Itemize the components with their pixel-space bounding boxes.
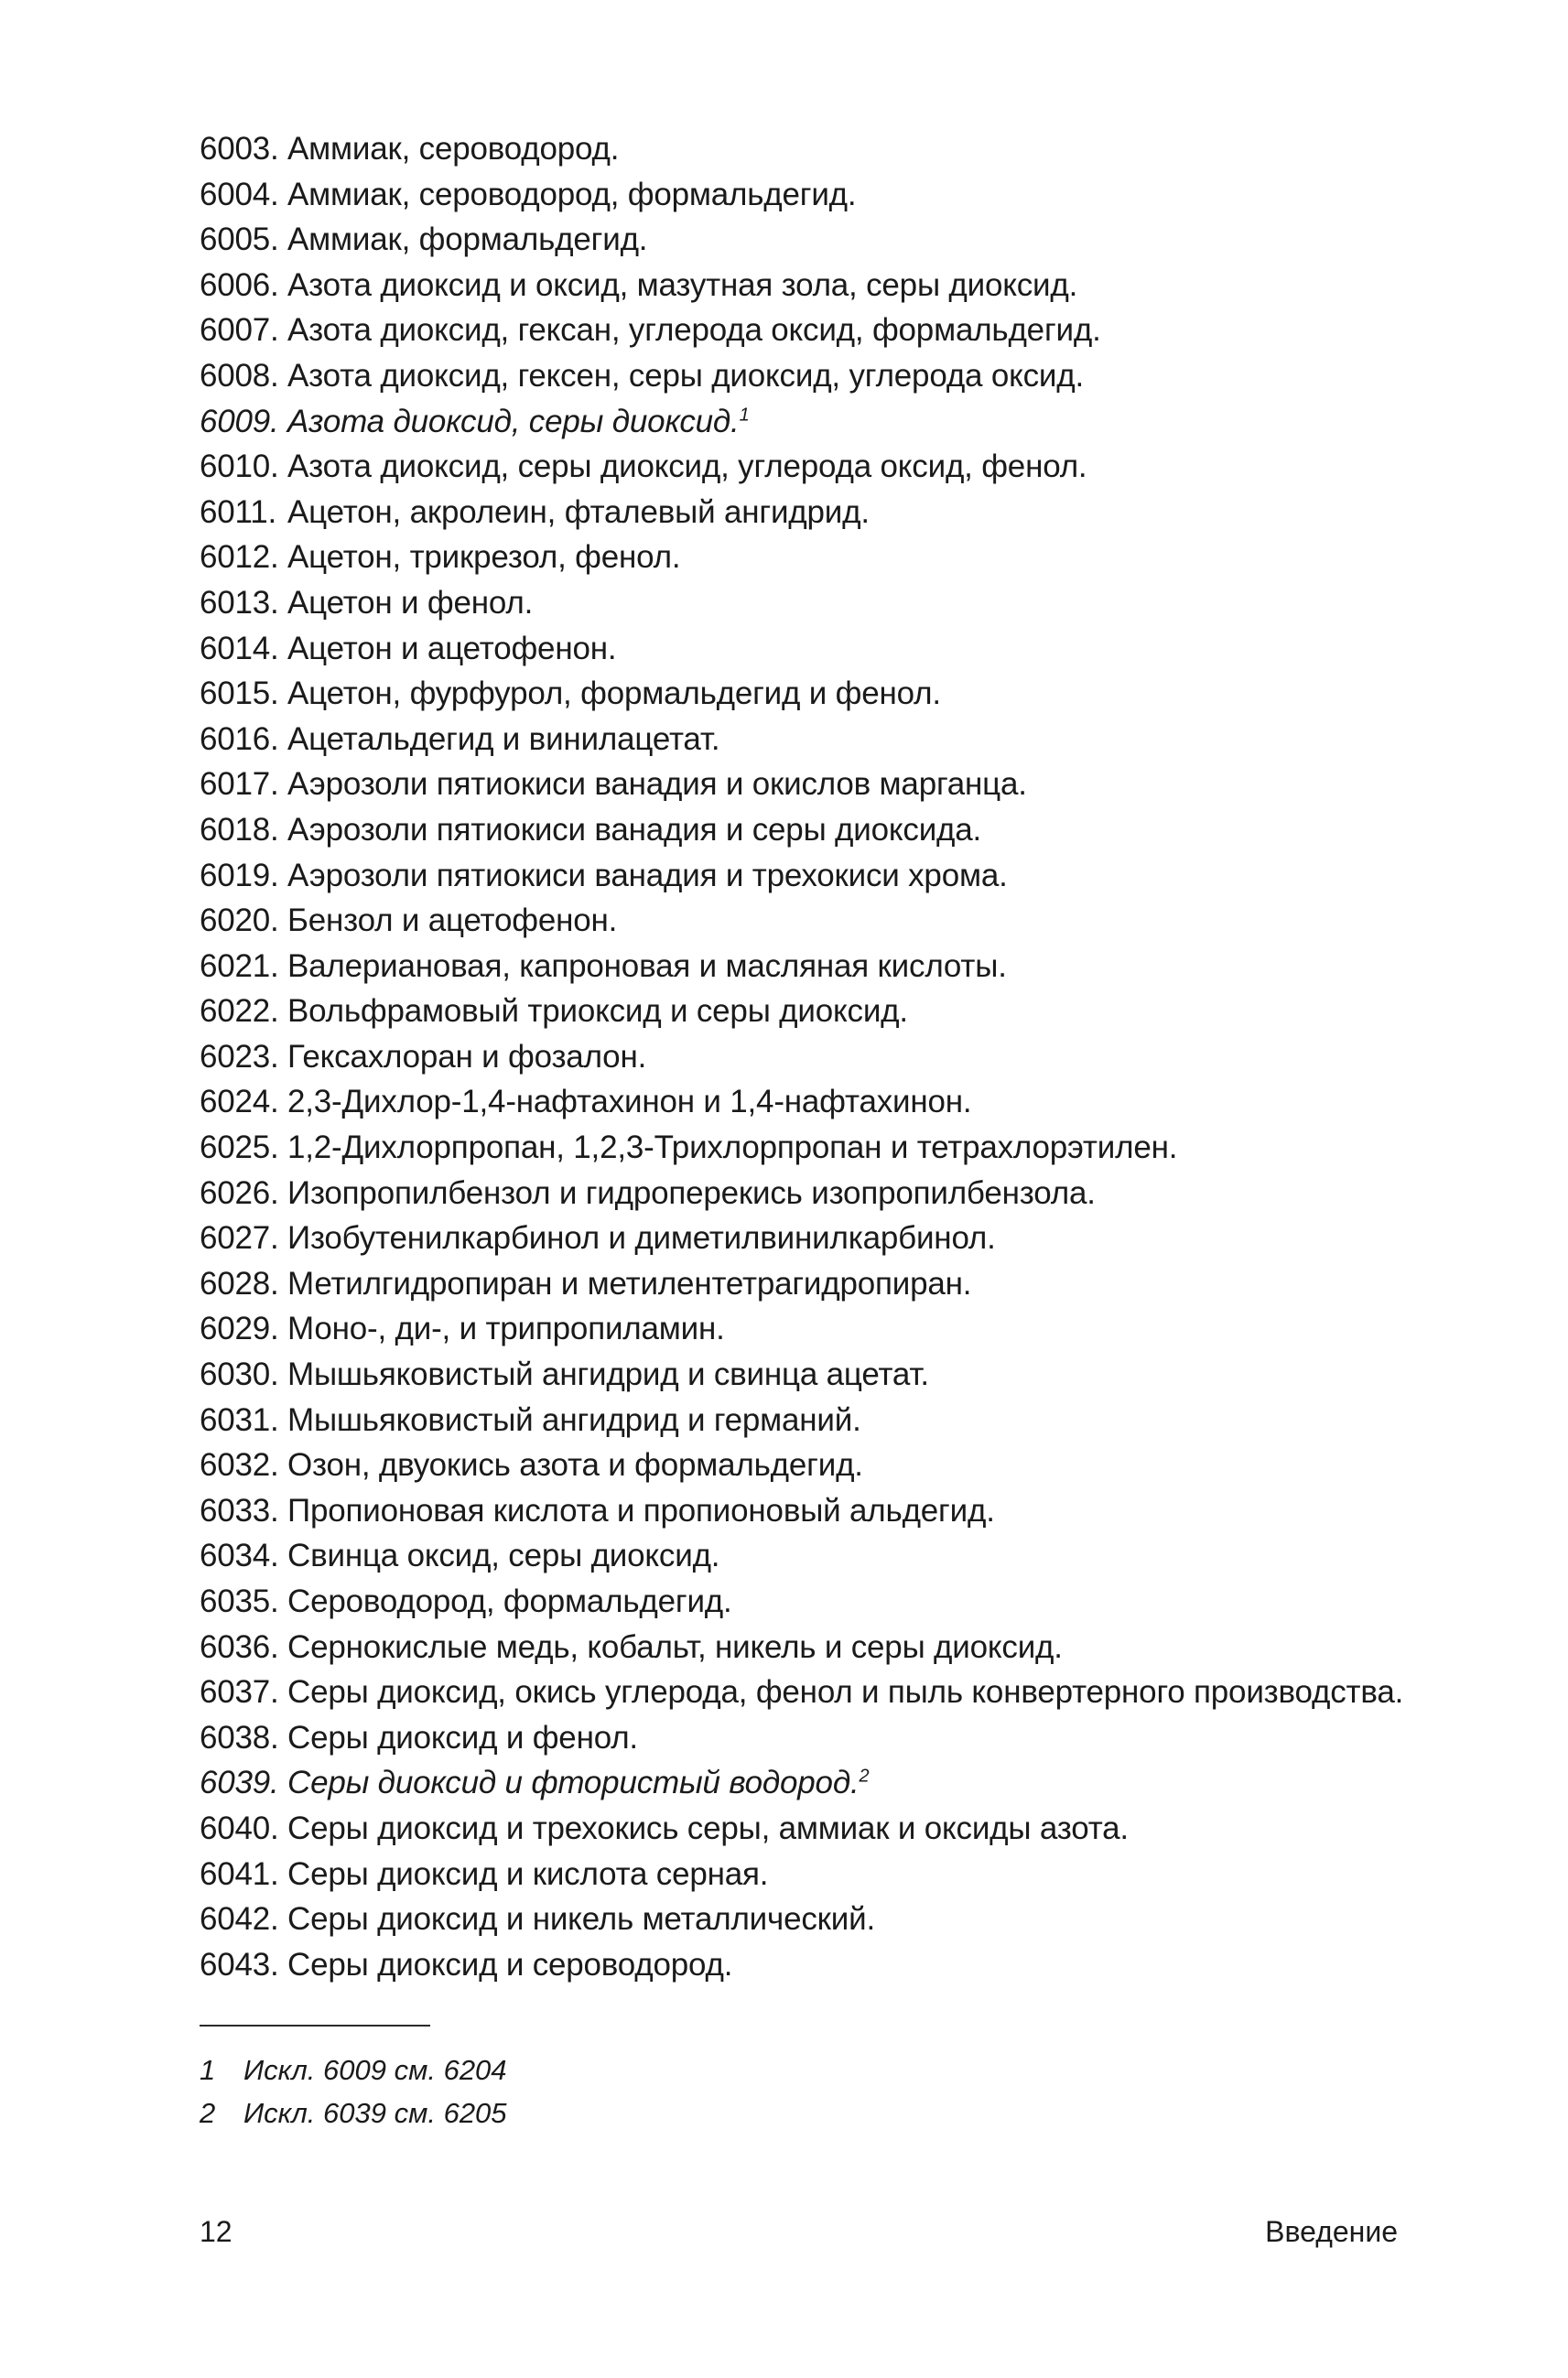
list-item xyxy=(200,853,1518,899)
entry-text: Изопропилбензол и гидроперекись изопропилбензола. xyxy=(287,1174,1096,1211)
entry-text: Серы диоксид и трехокись серы, аммиак и оксиды азота. xyxy=(287,1810,1129,1846)
footnote-reference: 2 xyxy=(859,1766,870,1787)
entry-code: 6013. xyxy=(200,584,279,621)
entry-code: 6043. xyxy=(200,1946,279,1983)
substance-combination-list xyxy=(200,126,1518,1987)
entry-code: 6036. xyxy=(200,1628,279,1665)
entry-code: 6021. xyxy=(200,947,279,984)
entry-text: Ацетон и ацетофенон. xyxy=(287,630,617,666)
entry-code: 6024. xyxy=(200,1084,279,1120)
list-item xyxy=(200,944,1518,989)
list-item xyxy=(200,308,1518,353)
entry-code: 6035. xyxy=(200,1584,279,1619)
entry-text: 1,2-Дихлорпропан, 1,2,3-Трихлорпропан и тетрахлорэтилен. xyxy=(287,1130,1178,1166)
footnote-number: 1 xyxy=(200,2054,216,2086)
entry-text: Серы диоксид и сероводород. xyxy=(287,1946,733,1983)
entry-text: Аммиак, сероводород, формальдегид. xyxy=(287,176,857,212)
list-item xyxy=(200,263,1518,308)
entry-text: Аммиак, формальдегид. xyxy=(287,222,648,258)
list-item xyxy=(200,671,1518,717)
entry-text: Азота диоксид, гексан, углерода оксид, формальдегид. xyxy=(287,312,1101,349)
entry-code: 6010. xyxy=(200,449,279,485)
entry-text: Озон, двуокись азота и формальдегид. xyxy=(287,1447,863,1484)
list-item xyxy=(200,1533,1518,1579)
entry-text: Серы диоксид и фенол. xyxy=(287,1719,638,1756)
entry-code: 6009. xyxy=(200,403,279,439)
entry-text: Ацетальдегид и винилацетат. xyxy=(287,720,720,757)
footnote-number: 2 xyxy=(200,2097,216,2129)
entry-code: 6017. xyxy=(200,766,279,803)
footnote-separator xyxy=(200,2025,430,2027)
list-item xyxy=(200,626,1518,672)
entry-text: Аэрозоли пятиокиси ванадия и окислов марганца. xyxy=(287,766,1027,803)
entry-code: 6027. xyxy=(200,1220,279,1257)
entry-code: 6037. xyxy=(200,1674,279,1711)
entry-code: 6031. xyxy=(200,1401,279,1438)
entry-code: 6034. xyxy=(200,1538,279,1574)
entry-code: 6022. xyxy=(200,993,279,1030)
footnote xyxy=(200,2092,507,2135)
entry-text: Метилгидропиран и метилентетрагидропиран. xyxy=(287,1265,972,1302)
entry-code: 6023. xyxy=(200,1038,279,1075)
footnote-text: Искл. 6039 см. 6205 xyxy=(243,2097,507,2129)
entry-text: Изобутенилкарбинол и диметилвинилкарбинол. xyxy=(287,1220,996,1257)
entry-code: 6007. xyxy=(200,312,279,349)
list-item xyxy=(200,1171,1518,1216)
page-number: 12 xyxy=(200,2215,232,2248)
footnote-reference: 1 xyxy=(739,404,750,425)
entry-code: 6004. xyxy=(200,176,279,212)
list-item xyxy=(200,172,1518,218)
footnotes-list xyxy=(200,2048,507,2135)
entry-code: 6014. xyxy=(200,630,279,666)
entry-text: Ацетон, трикрезол, фенол. xyxy=(287,539,681,576)
list-item xyxy=(200,353,1518,399)
entry-code: 6012. xyxy=(200,539,279,576)
list-item xyxy=(200,762,1518,807)
list-item xyxy=(200,1352,1518,1398)
entry-text: Сероводород, формальдегид. xyxy=(287,1584,732,1619)
entry-code: 6015. xyxy=(200,676,279,712)
entry-code: 6030. xyxy=(200,1357,279,1393)
entry-code: 6026. xyxy=(200,1174,279,1211)
footnote-text: Искл. 6009 см. 6204 xyxy=(243,2054,507,2086)
list-item xyxy=(200,1079,1518,1125)
list-item xyxy=(200,1760,1518,1806)
entry-code: 6018. xyxy=(200,811,279,848)
entry-text: Азота диоксид, серы диоксид, углерода оксид, фенол. xyxy=(287,449,1087,485)
entry-text: Мышьяковистый ангидрид и свинца ацетат. xyxy=(287,1357,929,1393)
entry-text: Сернокислые медь, кобальт, никель и серы диоксид. xyxy=(287,1628,1063,1665)
entry-code: 6016. xyxy=(200,720,279,757)
entry-text: Мышьяковистый ангидрид и германий. xyxy=(287,1401,861,1438)
list-item xyxy=(200,444,1518,490)
list-item xyxy=(200,1034,1518,1080)
entry-code: 6042. xyxy=(200,1901,279,1938)
entry-code: 6020. xyxy=(200,903,279,939)
list-item xyxy=(200,1306,1518,1352)
list-item xyxy=(200,1488,1518,1534)
list-item xyxy=(200,1715,1518,1761)
entry-code: 6005. xyxy=(200,222,279,258)
entry-text: Вольфрамовый триоксид и серы диоксид. xyxy=(287,993,908,1030)
entry-text: Ацетон и фенол. xyxy=(287,584,534,621)
entry-code: 6033. xyxy=(200,1492,279,1529)
entry-text: Азота диоксид, серы диоксид. xyxy=(287,403,740,439)
entry-text: Моно-, ди-, и трипропиламин. xyxy=(287,1311,725,1347)
list-item xyxy=(200,1443,1518,1488)
list-item xyxy=(200,1579,1518,1625)
list-item xyxy=(200,1897,1518,1942)
list-item xyxy=(200,1852,1518,1897)
list-item xyxy=(200,490,1518,535)
list-item xyxy=(200,1398,1518,1443)
entry-text: Серы диоксид и фтористый водород. xyxy=(287,1765,860,1801)
list-item xyxy=(200,399,1518,445)
list-item xyxy=(200,1216,1518,1261)
list-item xyxy=(200,989,1518,1034)
list-item xyxy=(200,1670,1518,1715)
list-item xyxy=(200,217,1518,263)
entry-code: 6025. xyxy=(200,1130,279,1166)
entry-text: Серы диоксид и кислота серная. xyxy=(287,1855,769,1892)
list-item xyxy=(200,580,1518,626)
entry-text: Ацетон, акролеин, фталевый ангидрид. xyxy=(287,493,870,530)
entry-text: Серы диоксид и никель металлический. xyxy=(287,1901,875,1938)
list-item xyxy=(200,717,1518,762)
running-footer-section-title: Введение xyxy=(1265,2215,1398,2248)
entry-text: Свинца оксид, серы диоксид. xyxy=(287,1538,720,1574)
entry-text: Бензол и ацетофенон. xyxy=(287,903,618,939)
entry-text: Азота диоксид, гексен, серы диоксид, углерода оксид. xyxy=(287,357,1085,394)
entry-code: 6003. xyxy=(200,131,279,167)
entry-code: 6029. xyxy=(200,1311,279,1347)
list-item xyxy=(200,1625,1518,1670)
entry-code: 6028. xyxy=(200,1265,279,1302)
list-item xyxy=(200,1261,1518,1307)
entry-code: 6032. xyxy=(200,1447,279,1484)
entry-text: Гексахлоран и фозалон. xyxy=(287,1038,647,1075)
list-item xyxy=(200,126,1518,172)
list-item xyxy=(200,898,1518,944)
entry-code: 6011. xyxy=(200,493,276,530)
entry-code: 6039. xyxy=(200,1765,279,1801)
footnote xyxy=(200,2048,507,2092)
entry-text: Аэрозоли пятиокиси ванадия и серы диоксида. xyxy=(287,811,982,848)
entry-code: 6038. xyxy=(200,1719,279,1756)
entry-code: 6041. xyxy=(200,1855,279,1892)
list-item xyxy=(200,807,1518,853)
list-item xyxy=(200,1125,1518,1171)
entry-text: Азота диоксид и оксид, мазутная зола, серы диоксид. xyxy=(287,266,1078,303)
entry-text: Ацетон, фурфурол, формальдегид и фенол. xyxy=(287,676,941,712)
entry-code: 6040. xyxy=(200,1810,279,1846)
entry-code: 6006. xyxy=(200,266,279,303)
entry-code: 6008. xyxy=(200,357,279,394)
entry-text: Пропионовая кислота и пропионовый альдегид. xyxy=(287,1492,995,1529)
entry-text: Аммиак, сероводород. xyxy=(287,131,620,167)
entry-text: Валериановая, капроновая и масляная кислоты. xyxy=(287,947,1007,984)
list-item xyxy=(200,1942,1518,1988)
list-item xyxy=(200,535,1518,580)
entry-text: Аэрозоли пятиокиси ванадия и трехокиси хрома. xyxy=(287,857,1008,893)
entry-text: 2,3-Дихлор-1,4-нафтахинон и 1,4-нафтахинон. xyxy=(287,1084,972,1120)
list-item xyxy=(200,1806,1518,1852)
entry-text: Серы диоксид, окись углерода, фенол и пыль конвертерного производства. xyxy=(287,1674,1404,1711)
entry-code: 6019. xyxy=(200,857,279,893)
